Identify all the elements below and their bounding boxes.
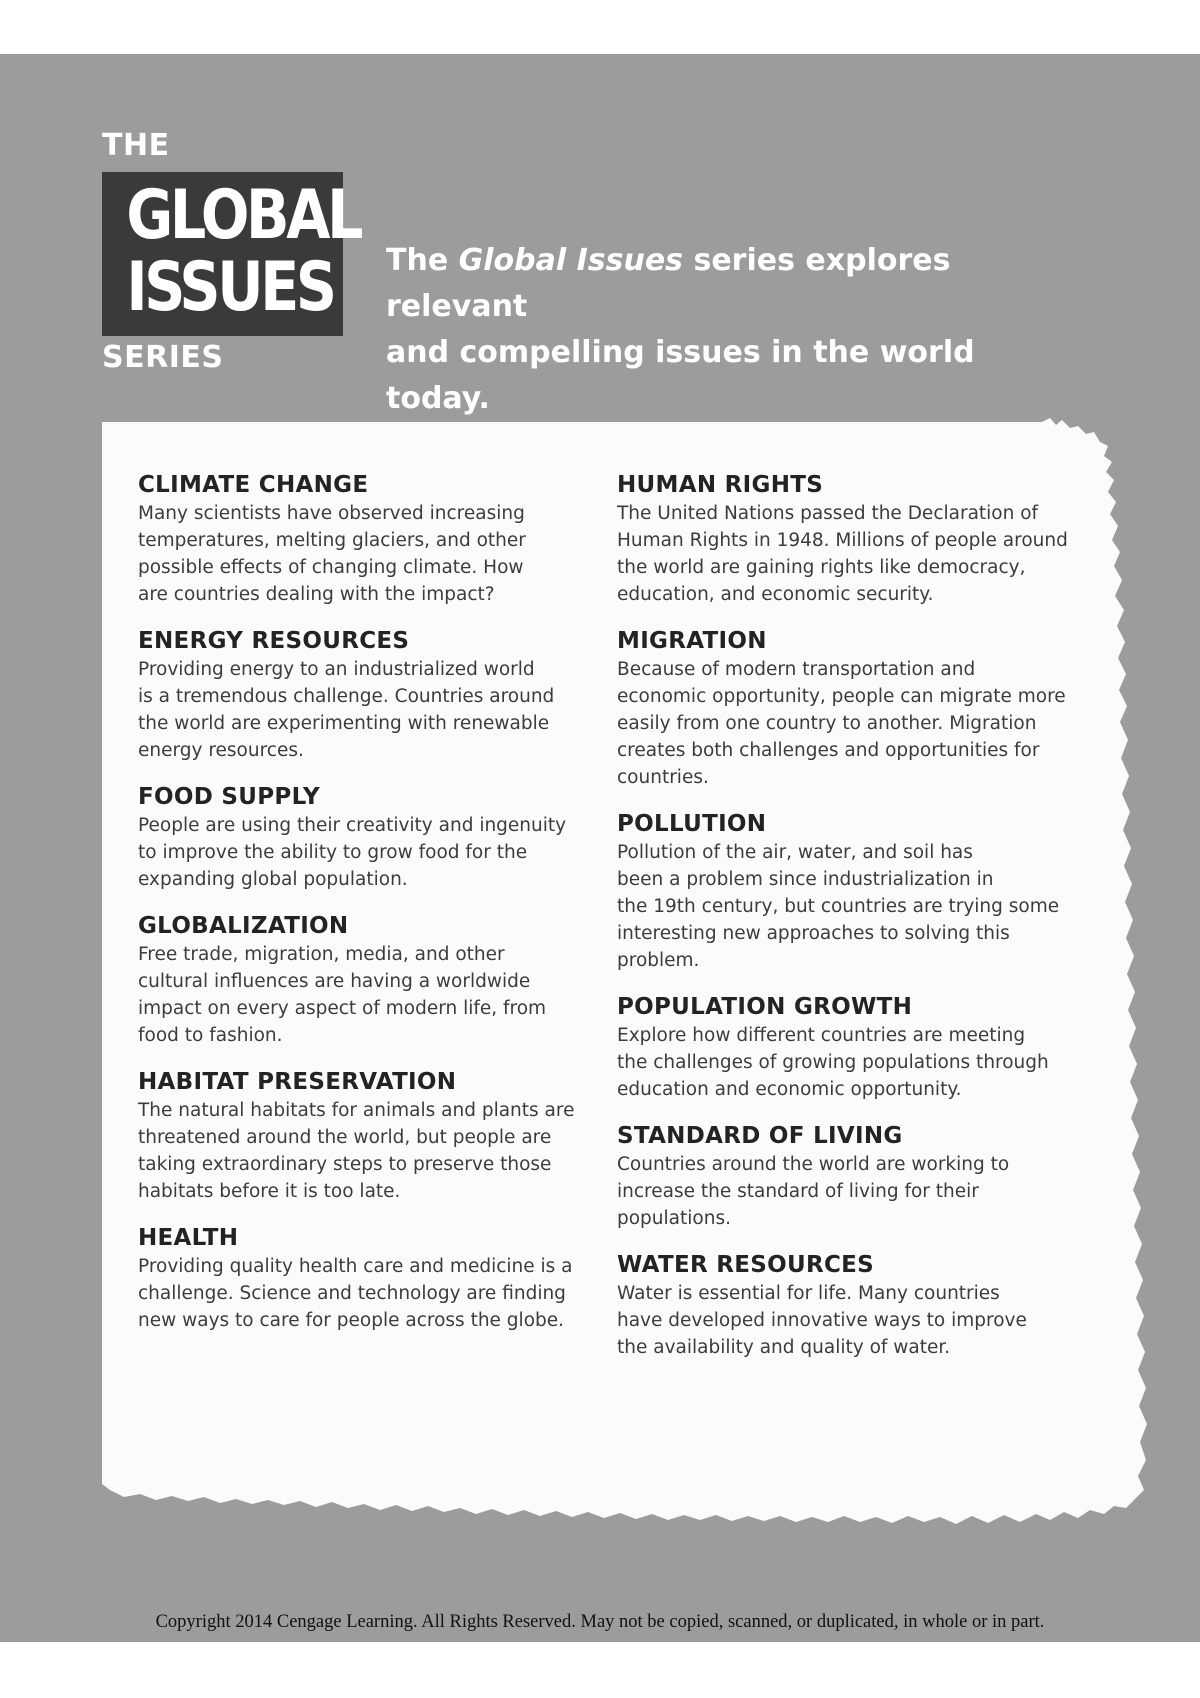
topic-title: GLOBALIZATION [138,913,349,939]
topic-item [617,626,1087,791]
topic-title: HEALTH [138,1225,239,1251]
copyright-notice: Copyright 2014 Cengage Learning. All Rights Reserved. May not be copied, scanned, or duplicated, in whole or in part. [155,1612,1045,1632]
topic-item [138,626,608,764]
tagline-rest: series explores relevant [386,243,951,324]
topic-title: WATER RESOURCES [617,1252,875,1278]
topic-title: STANDARD OF LIVING [617,1123,903,1149]
logo-word-issues: ISSUES [126,248,334,327]
topic-title: POPULATION GROWTH [617,994,913,1020]
topic-body: Water is essential for life. Many countries have developed innovative ways to improve the availability and quality of water. [617,1283,1027,1358]
logo-series-label: SERIES [102,340,224,375]
topic-body: Providing energy to an industrialized world is a tremendous challenge. Countries around the world are experimenting with renewable energy resources. [138,659,555,761]
topic-body: The natural habitats for animals and plants are threatened around the world, but people are taking extraordinary steps to preserve those habitats before it is too late. [138,1100,575,1202]
topic-title: FOOD SUPPLY [138,784,320,810]
topic-item [617,1121,1087,1232]
topic-body: Because of modern transportation and economic opportunity, people can migrate more easily from one country to another. Migration creates both challenges and opportunities for countries. [617,659,1066,788]
logo-word-global: GLOBAL [126,176,361,255]
topic-title: CLIMATE CHANGE [138,472,369,498]
topic-body: The United Nations passed the Declaration of Human Rights in 1948. Millions of people around the world are gaining rights like democracy, education, and economic security. [617,503,1068,605]
topic-item [617,470,1087,608]
logo-the-label: THE [102,128,170,163]
topic-body: Countries around the world are working to increase the standard of living for their populations. [617,1154,1010,1229]
topic-item [138,1067,608,1205]
topic-item [138,1223,608,1334]
topic-body: Free trade, migration, media, and other cultural influences are having a worldwide impact on every aspect of modern life, from food to fashion. [138,944,547,1046]
topic-title: HUMAN RIGHTS [617,472,824,498]
topic-item [138,911,608,1049]
tagline-series-name: Global Issues [458,243,684,278]
topic-body: People are using their creativity and ingenuity to improve the ability to grow food for the expanding global population. [138,815,567,890]
topic-body: Many scientists have observed increasing temperatures, melting glaciers, and other possible effects of changing climate. How are countries dealing with the impact? [138,503,526,605]
topics-right-column [617,470,1087,1379]
topics-left-column [138,470,608,1352]
topic-title: ENERGY RESOURCES [138,628,410,654]
topic-item [617,809,1087,974]
topic-item [138,782,608,893]
topic-item [617,992,1087,1103]
topic-body: Explore how different countries are meeting the challenges of growing populations through education and economic opportunity. [617,1025,1049,1100]
tagline-prefix: The [386,243,459,278]
topic-item [617,1250,1087,1361]
topic-body: Pollution of the air, water, and soil has been a problem since industrialization in the 19th century, but countries are trying some interesting new approaches to solving this problem. [617,842,1060,971]
tagline-line2: and compelling issues in the world today. [386,335,975,416]
topic-body: Providing quality health care and medicine is a challenge. Science and technology are finding new ways to care for people across the globe. [138,1256,573,1331]
topic-title: MIGRATION [617,628,767,654]
topic-item [138,470,608,608]
topic-title: POLLUTION [617,811,767,837]
topic-title: HABITAT PRESERVATION [138,1069,457,1095]
